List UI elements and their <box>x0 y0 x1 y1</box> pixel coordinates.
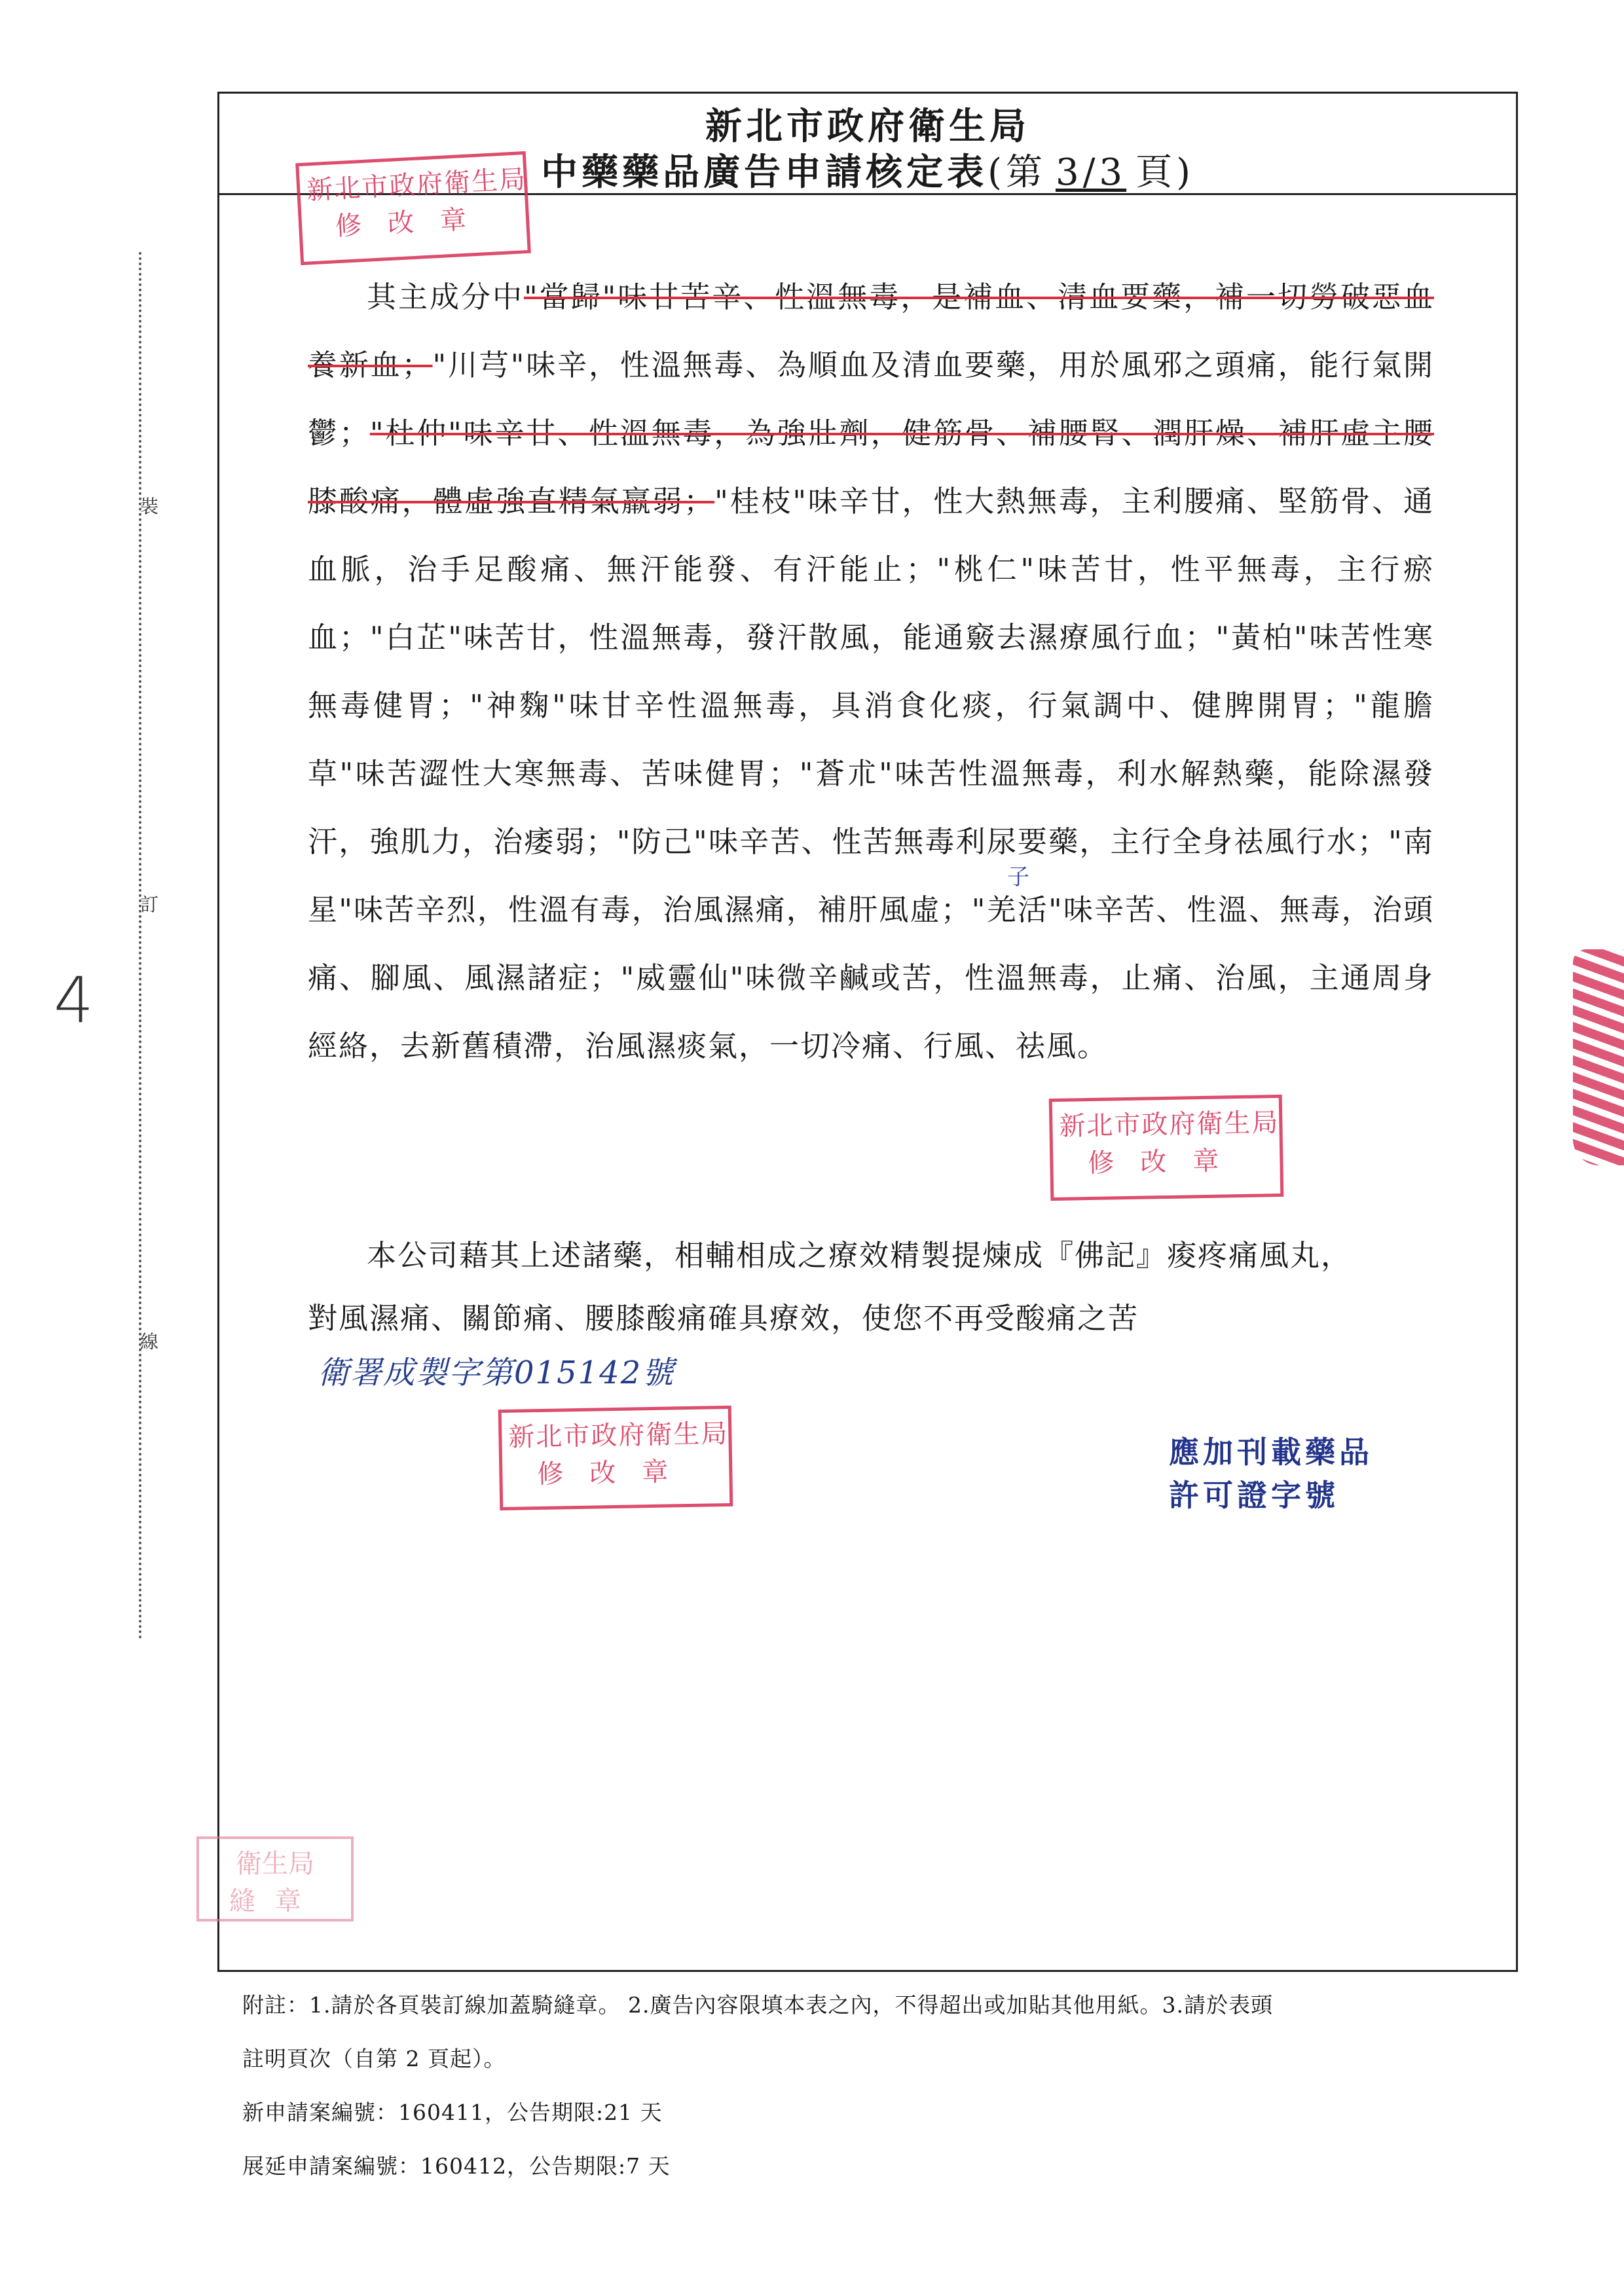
form-title-main: 中藥藥品廣告申請核定表 <box>541 151 988 194</box>
note-line-1: 附註：1.請於各頁裝訂線加蓋騎縫章。 2.廣告內容限填本表之內，不得超出或加貼其他用紙。3.請於表頭 <box>242 1992 1273 2018</box>
handwritten-correction: 子 <box>1007 864 1029 890</box>
stamp-label: 修改章 <box>537 1456 695 1490</box>
intro-text: 其主成分中 <box>367 280 524 314</box>
note-line-2: 註明頁次（自第 2 頁起）。 <box>242 2046 506 2071</box>
seam-stamp-line1: 衛生局 <box>236 1849 314 1879</box>
margin-page-number: 4 <box>54 964 94 1037</box>
page-number: 3/3 <box>1055 151 1127 194</box>
binding-label-xian: 線 <box>140 1331 159 1353</box>
struck-text-danggui: "當歸"味甘苦辛、性溫無毒，是補血、清血要藥，補一切勞破惡血養新血； <box>308 280 1434 382</box>
agency-title: 新北市政府衛生局 <box>705 105 1030 148</box>
revision-stamp-bottom <box>498 1406 733 1510</box>
page-close: 頁) <box>1135 151 1194 194</box>
approval-stamp <box>1169 1430 1373 1517</box>
ingredient-paragraph <box>308 263 1434 1080</box>
stamp-agency: 新北市政府衛生局 <box>306 164 528 206</box>
note-line-3: 新申請案編號：160411，公告期限:21 天 <box>242 2100 663 2125</box>
efficacy-paragraph <box>308 1224 1434 1350</box>
struck-text-duzhong: "杜仲"味辛甘、性溫無毒，為強壯劑，健筋骨、補腰腎、潤肝燥、補肝虛主腰膝酸痛，體虛強直精氣羸弱； <box>308 416 1434 519</box>
handwritten-license-number: 衛署成製字第015142號 <box>318 1355 675 1391</box>
efficacy-line-2: 對風濕痛、關節痛、腰膝酸痛確具療效，使您不再受酸痛之苦 <box>308 1301 1139 1336</box>
binding-label-zhuang: 裝 <box>140 496 159 517</box>
revision-stamp-top <box>295 151 531 265</box>
seam-stamp <box>196 1836 354 1922</box>
stamp-label: 修改章 <box>1088 1145 1246 1179</box>
efficacy-line-1: 本公司藉其上述諸藥，相輔相成之療效精製提煉成『佛記』痠疼痛風丸， <box>367 1238 1352 1273</box>
text-chuanxiong: "川芎"味辛，性溫無毒、為順血及清血要藥，用於風邪之頭痛，能行氣開鬱； <box>308 348 1434 450</box>
revision-stamp-middle <box>1049 1095 1284 1201</box>
footnotes <box>242 1978 1526 2193</box>
edge-seal-icon <box>1573 949 1624 1165</box>
binding-line <box>139 252 143 1640</box>
stamp-agency: 新北市政府衛生局 <box>1059 1107 1280 1142</box>
approval-line-2: 許可證字號 <box>1169 1478 1339 1513</box>
stamp-label: 修改章 <box>335 203 494 242</box>
binding-label-ding: 訂 <box>140 894 159 915</box>
note-line-4: 展延申請案編號：160412，公告期限:7 天 <box>242 2153 671 2179</box>
stamp-agency: 新北市政府衛生局 <box>508 1418 729 1453</box>
approval-line-1: 應加刊載藥品 <box>1169 1434 1373 1470</box>
seam-stamp-line2: 縫章 <box>229 1886 321 1916</box>
text-remaining-ingredients: "桂枝"味辛甘，性大熱無毒，主利腰痛、堅筋骨、通血脈，治手足酸痛、無汗能發、有汗能止；"桃仁"味苦甘，性平無毒，主行瘀血；"白芷"味苦甘，性溫無毒，發汗散風，能通竅去濕療風行血；"黃柏"味苦性寒無毒健胃；"神麴"味甘辛性溫無毒，具消食化痰，行氣調中、健脾開胃；"龍膽草"味苦澀性大寒無毒、苦味健胃；"蒼朮"味苦性溫無毒，利水解熱藥，能除濕發汗，強肌力，治痿弱；"防己"味辛苦、性苦無毒利尿要藥，主行全身祛風行水；"南星"味苦辛烈，性溫有毒，治風濕痛，補肝風虛；"羌活"味辛苦、性溫、無毒，治頭痛、腳風、風濕諸症；"威靈仙"味微辛鹹或苦，性溫無毒，止痛、治風，主通周身經絡，去新舊積滯，治風濕痰氣，一切冷痛、行風、祛風。 <box>308 484 1434 1063</box>
page-open: (第 <box>987 151 1046 194</box>
